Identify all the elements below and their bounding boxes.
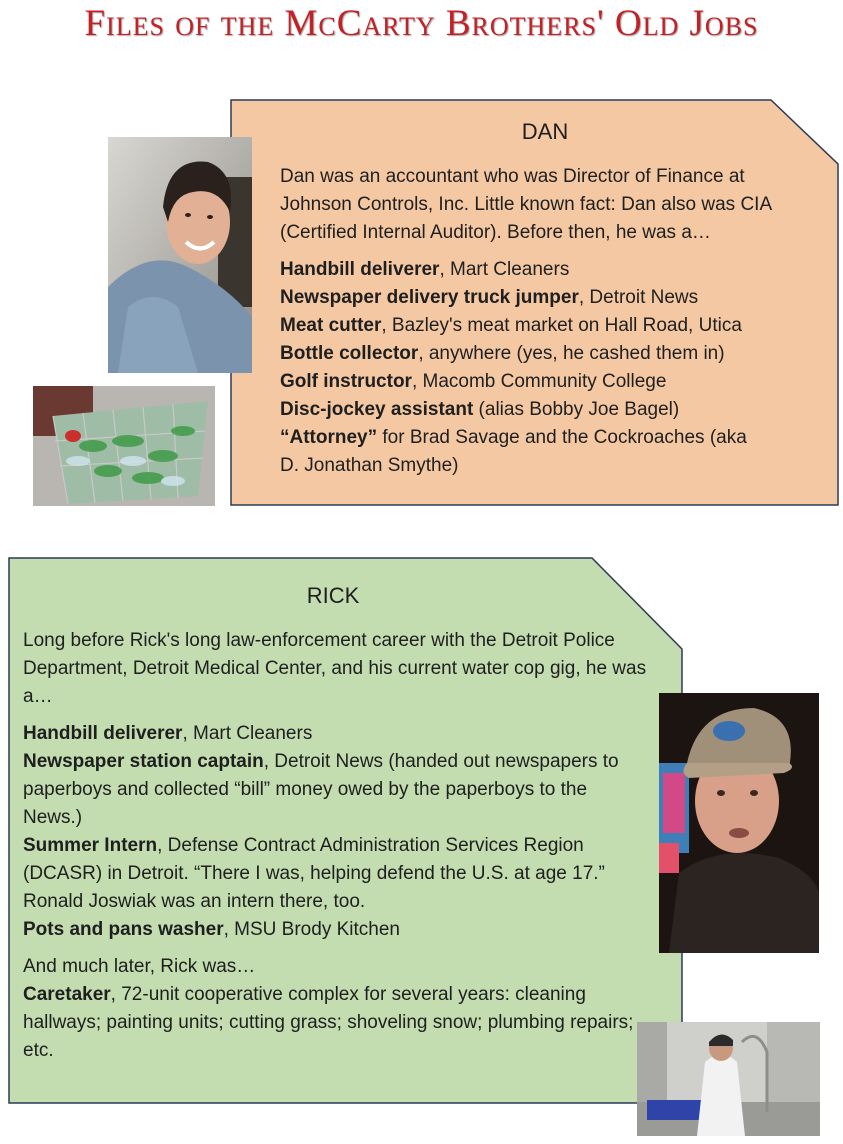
- dan-name: DAN: [521, 119, 569, 144]
- page-title: Files of the McCarty Brothers' Old Jobs: [84, 3, 759, 44]
- rick-job-item: Summer Intern, Defense Contract Administration Services Region (DCASR) in Detroit. “There I was, helping defend the U.S. at age 17.” Ronald Joswiak was an intern there, too.: [23, 835, 605, 912]
- rick-intro: Long before Rick's long law-enforcement career with the Detroit Police Department, Detroit Medical Center, and his current water cop gig, he was a…: [23, 630, 647, 707]
- kitchen-washer-photo: [637, 1022, 820, 1136]
- rick-card: [8, 557, 684, 1105]
- dan-job-item: Disc-jockey assistant (alias Bobby Joe Bagel): [280, 399, 680, 420]
- rick-job-item: Pots and pans washer, MSU Brody Kitchen: [23, 919, 400, 940]
- rick-later-item: Caretaker, 72-unit cooperative complex for several years: cleaning hallways; painting units; cutting grass; shoveling snow; plumbing repairs; etc.: [23, 984, 634, 1061]
- rick-later-intro: And much later, Rick was…: [23, 956, 256, 977]
- dan-job-list: [280, 256, 810, 480]
- dan-job-item: Handbill deliverer, Mart Cleaners: [280, 259, 570, 280]
- dan-job-item: “Attorney” for Brad Savage and the Cockroaches (aka: [280, 427, 747, 448]
- rick-job-item: Newspaper station captain, Detroit News (handed out newspapers to paperboys and collected “bill” money owed by the paperboys to the News.): [23, 751, 619, 828]
- dan-job-tail: D. Jonathan Smythe): [280, 455, 459, 476]
- dan-job-item: Bottle collector, anywhere (yes, he cashed them in): [280, 343, 725, 364]
- rick-job-list: [23, 720, 651, 944]
- dan-job-item: Meat cutter, Bazley's meat market on Hall Road, Utica: [280, 315, 742, 336]
- dan-portrait-photo: [108, 137, 252, 373]
- rick-later-section: [23, 953, 651, 1065]
- rick-portrait-photo: [659, 693, 819, 953]
- dan-job-item: Golf instructor, Macomb Community College: [280, 371, 667, 392]
- rick-job-item: Handbill deliverer, Mart Cleaners: [23, 723, 313, 744]
- bottle-cart-photo: [33, 386, 215, 506]
- dan-job-item: Newspaper delivery truck jumper, Detroit News: [280, 287, 699, 308]
- rick-name: RICK: [306, 583, 360, 608]
- dan-intro: Dan was an accountant who was Director of Finance at Johnson Controls, Inc. Little known fact: Dan also was CIA (Certified Internal Auditor). Before then, he was a…: [280, 166, 772, 243]
- dan-card: [230, 99, 840, 507]
